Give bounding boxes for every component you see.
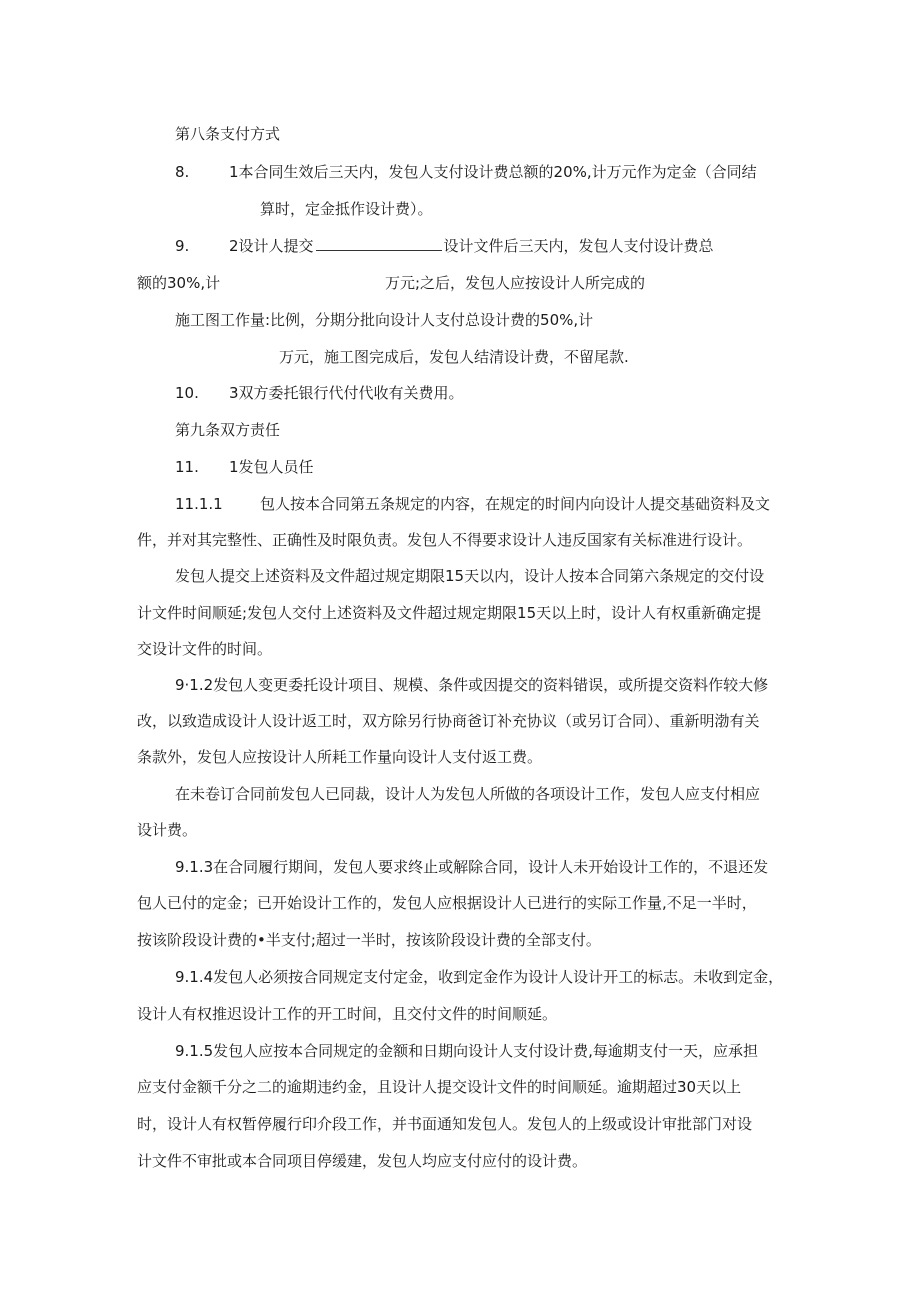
item-10-number: 10. bbox=[175, 384, 199, 402]
item-9-text bbox=[229, 236, 714, 256]
para-6-line-2: 应支付金额千分之二的逾期违约金，且设计人提交设计文件的时间顺延。逾期超过30天以上 bbox=[137, 1078, 742, 1096]
item-9-cont-2: 施工图工作量:比例，分期分批向设计人支付总设计费的50%,计 bbox=[175, 311, 594, 329]
item-9-text-a: 2设计人提交 bbox=[229, 237, 314, 255]
para-3-line-2: 设计费。 bbox=[137, 821, 198, 839]
para-4-line-2: 包人已付的定金；已开始设计工作的，发包人应根据设计人已进行的实际工作量,不足一半时， bbox=[137, 894, 757, 912]
item-8-continuation: 算时，定金抵作设计费）。 bbox=[260, 200, 433, 218]
para-2-line-3: 条款外，发包人应按设计人所耗工作量向设计人支付返工费。 bbox=[137, 748, 543, 766]
sub-11-1-1-text: 包人按本合同第五条规定的内容，在规定的时间内向设计人提交基础资料及文 bbox=[260, 495, 771, 513]
para-1-line-1: 发包人提交上述资料及文件超过规定期限15天以内，设计人按本合同第六条规定的交付设 bbox=[175, 567, 765, 585]
item-8-text: 1本合同生效后三天内，发包人支付设计费总额的20%,计万元作为定金（合同结 bbox=[229, 163, 757, 181]
para-1-line-3: 交设计文件的时间。 bbox=[137, 640, 273, 658]
article-8-title: 第八条支付方式 bbox=[175, 125, 281, 143]
para-2-line-2: 改，以致造成设计人设计返工时，双方除另行协商爸订补充协议（或另订合同）、重新明渤有关 bbox=[137, 712, 760, 730]
para-2-line-1: 9·1.2发包人变更委托设计项目、规模、条件或因提交的资料错误，或所提交资料作较大修 bbox=[175, 676, 769, 694]
item-9-text-b: 设计文件后三天内，发包人支付设计费总 bbox=[443, 237, 714, 255]
para-5-line-1: 9.1.4发包人必须按合同规定支付定金，收到定金作为设计人设计开工的标志。未收到定金， bbox=[175, 968, 784, 986]
para-3-line-1: 在未卷订合同前发包人已同裁，设计人为发包人所做的各项设计工作，发包人应支付相应 bbox=[175, 785, 761, 803]
para-1-line-2: 计文件时间顺延;发包人交付上述资料及文件超过规定期限15天以上时，设计人有权重新确定提 bbox=[137, 604, 762, 622]
item-9-cont-1a: 额的30%,计 bbox=[137, 274, 221, 292]
item-11-text: 1发包人员任 bbox=[229, 458, 314, 476]
item-11-number: 11. bbox=[175, 458, 199, 476]
para-4-line-3: 按该阶段设计费的•半支付;超过一半时，按该阶段设计费的全部支付。 bbox=[137, 931, 601, 949]
para-4-line-1: 9.1.3在合同履行期间，发包人要求终止或解除合同，设计人未开始设计工作的，不退还发 bbox=[175, 858, 769, 876]
article-9-title: 第九条双方责任 bbox=[175, 421, 281, 439]
item-10-text: 3双方委托银行代付代收有关费用。 bbox=[229, 384, 464, 402]
sub-11-1-1-number: 11.1.1 bbox=[175, 495, 223, 513]
para-6-line-1: 9.1.5发包人应按本合同规定的金额和日期向设计人支付设计费,每逾期支付一天，应承担 bbox=[175, 1042, 758, 1060]
para-6-line-4: 计文件不审批或本合同项目停缓建，发包人均应支付应付的设计费。 bbox=[137, 1152, 588, 1170]
fill-in-blank bbox=[316, 236, 442, 251]
item-8-number: 8. bbox=[175, 163, 190, 181]
sub-11-1-1-cont: 件，并对其完整性、正确性及时限负责。发包人不得要求设计人违反国家有关标准进行设计。 bbox=[137, 531, 753, 549]
item-9-cont-3: 万元，施工图完成后，发包人结清设计费，不留尾款. bbox=[279, 348, 629, 366]
item-9-number: 9. bbox=[175, 237, 190, 255]
para-5-line-2: 设计人有权推迟设计工作的开工时间，且交付文件的时间顺延。 bbox=[137, 1005, 558, 1023]
item-9-cont-1b: 万元;之后，发包人应按设计人所完成的 bbox=[385, 274, 646, 292]
para-6-line-3: 时，设计人有权暂停履行印介段工作，并书面通知发包人。发包人的上级或设计审批部门对设 bbox=[137, 1115, 753, 1133]
